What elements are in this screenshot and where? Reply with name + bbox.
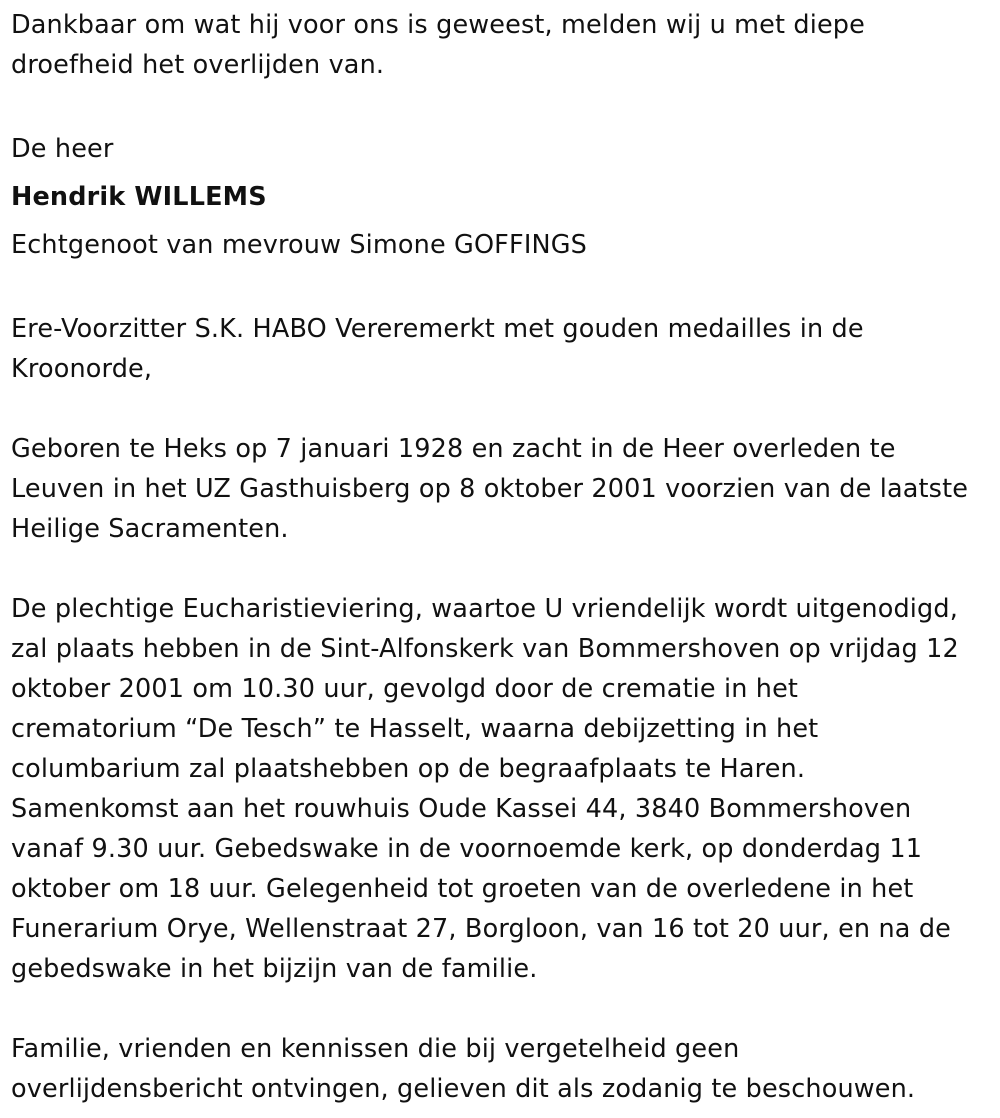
- spouse-line: Echtgenoot van mevrouw Simone GOFFINGS: [11, 230, 587, 260]
- honorific-title: De heer: [11, 134, 114, 164]
- ceremony-paragraph: De plechtige Eucharistieviering, waartoe U vriendelijk wordt uitgenodigd, zal plaats hebben in de Sint-Alfonskerk van Bommershoven op vrijdag 12 oktober 2001 om 10.30 uur, gevolgd door de crematie in het crematorium “De Tesch” te Hasselt, waarna debijzetting in het columbarium zal plaatshebben op de begraafplaats te Haren. Samenkomst aan het rouwhuis Oude Kassei 44, 3840 Bommershoven vanaf 9.30 uur. Gebedswake in de voornoemde kerk, op donderdag 11 oktober om 18 uur. Gelegenheid tot groeten van de overledene in het Funerarium Orye, Wellenstraat 27, Borgloon, van 16 tot 20 uur, en na de gebedswake in het bijzijn van de familie.: [11, 594, 959, 984]
- honors-paragraph: Ere-Voorzitter S.K. HABO Vereremerkt met gouden medailles in de Kroonorde,: [11, 314, 864, 384]
- deceased-name: Hendrik WILLEMS: [11, 182, 267, 212]
- closing-paragraph: Familie, vrienden en kennissen die bij vergetelheid geen overlijdensbericht ontvingen, gelieven dit als zodanig te beschouwen.: [11, 1034, 916, 1104]
- intro-paragraph: Dankbaar om wat hij voor ons is geweest, melden wij u met diepe droefheid het overlijden van.: [11, 10, 865, 80]
- birth-death-paragraph: Geboren te Heks op 7 januari 1928 en zacht in de Heer overleden te Leuven in het UZ Gasthuisberg op 8 oktober 2001 voorzien van de laatste Heilige Sacramenten.: [11, 434, 969, 544]
- obituary-document: [11, 0, 996, 1109]
